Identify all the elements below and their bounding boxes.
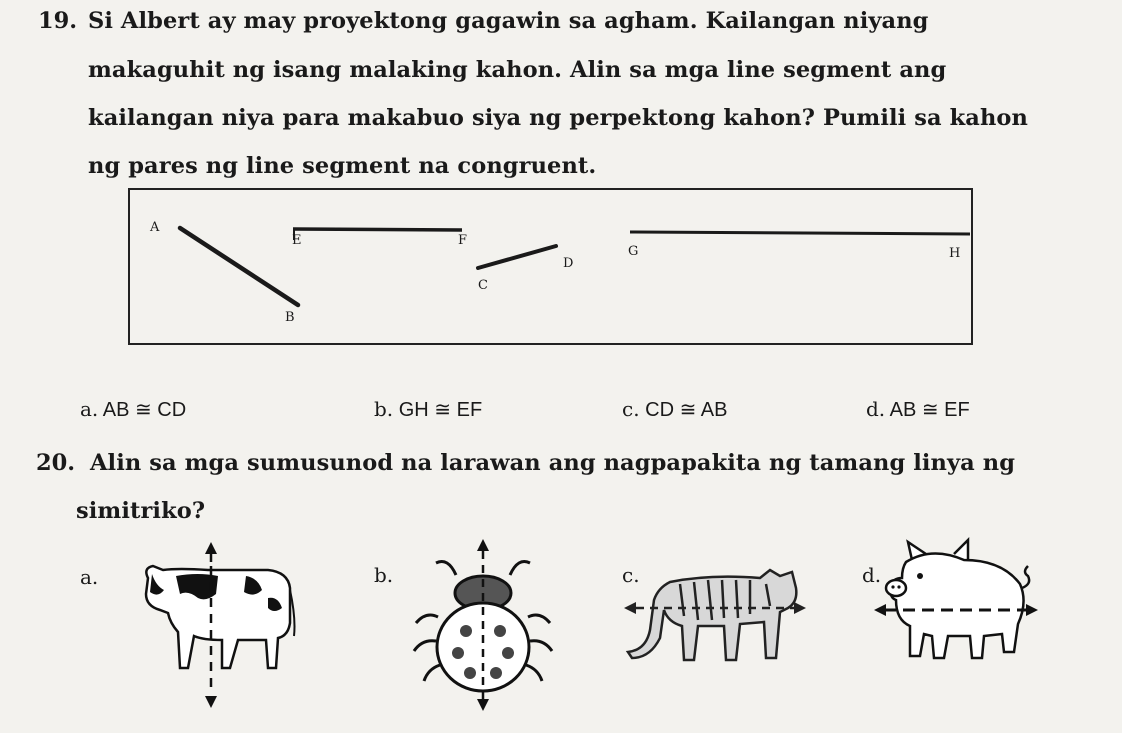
point-label-c: C (478, 278, 488, 293)
choice-c[interactable]: c. CD ≅ AB (622, 397, 728, 421)
question-text-line: Si Albert ay may proyektong gagawin sa agham. Kailangan niyang (88, 8, 929, 34)
point-label-a: A (150, 220, 160, 235)
choice-b[interactable]: b. GH ≅ EF (374, 397, 483, 421)
question-number: 20. (36, 450, 76, 476)
option-b-letter[interactable]: b. (374, 563, 394, 587)
option-c-letter[interactable]: c. (622, 563, 640, 587)
option-d-letter[interactable]: d. (862, 563, 882, 587)
point-label-f: F (458, 233, 468, 248)
option-a-letter[interactable]: a. (80, 565, 99, 589)
question-text-line: Alin sa mga sumusunod na larawan ang nagpapakita ng tamang linya ng (90, 450, 1016, 476)
point-label-e: E (292, 233, 302, 248)
pig-icon[interactable] (872, 540, 1042, 670)
question-text-line: kailangan niya para makabuo siya ng perpektong kahon? Pumili sa kahon (88, 105, 1028, 131)
segment-gh (630, 232, 970, 234)
question-text-line: simitriko? (76, 498, 206, 524)
segment-cd (478, 246, 556, 268)
point-label-d: D (563, 256, 574, 271)
point-label-g: G (628, 244, 639, 259)
ladybug-icon[interactable] (408, 535, 558, 715)
question-text-line: ng pares ng line segment na congruent. (88, 153, 597, 179)
segment-ef (293, 229, 462, 230)
choice-d[interactable]: d. AB ≅ EF (866, 397, 970, 421)
choice-a[interactable]: a. AB ≅ CD (80, 397, 187, 421)
point-label-h: H (949, 246, 961, 261)
point-label-b: B (285, 310, 295, 325)
question-number: 19. (38, 8, 78, 34)
cow-icon[interactable] (118, 528, 318, 718)
tiger-icon[interactable] (620, 560, 810, 680)
question-text-line: makaguhit ng isang malaking kahon. Alin sa mga line segment ang (88, 57, 947, 83)
segment-ab (180, 228, 298, 305)
